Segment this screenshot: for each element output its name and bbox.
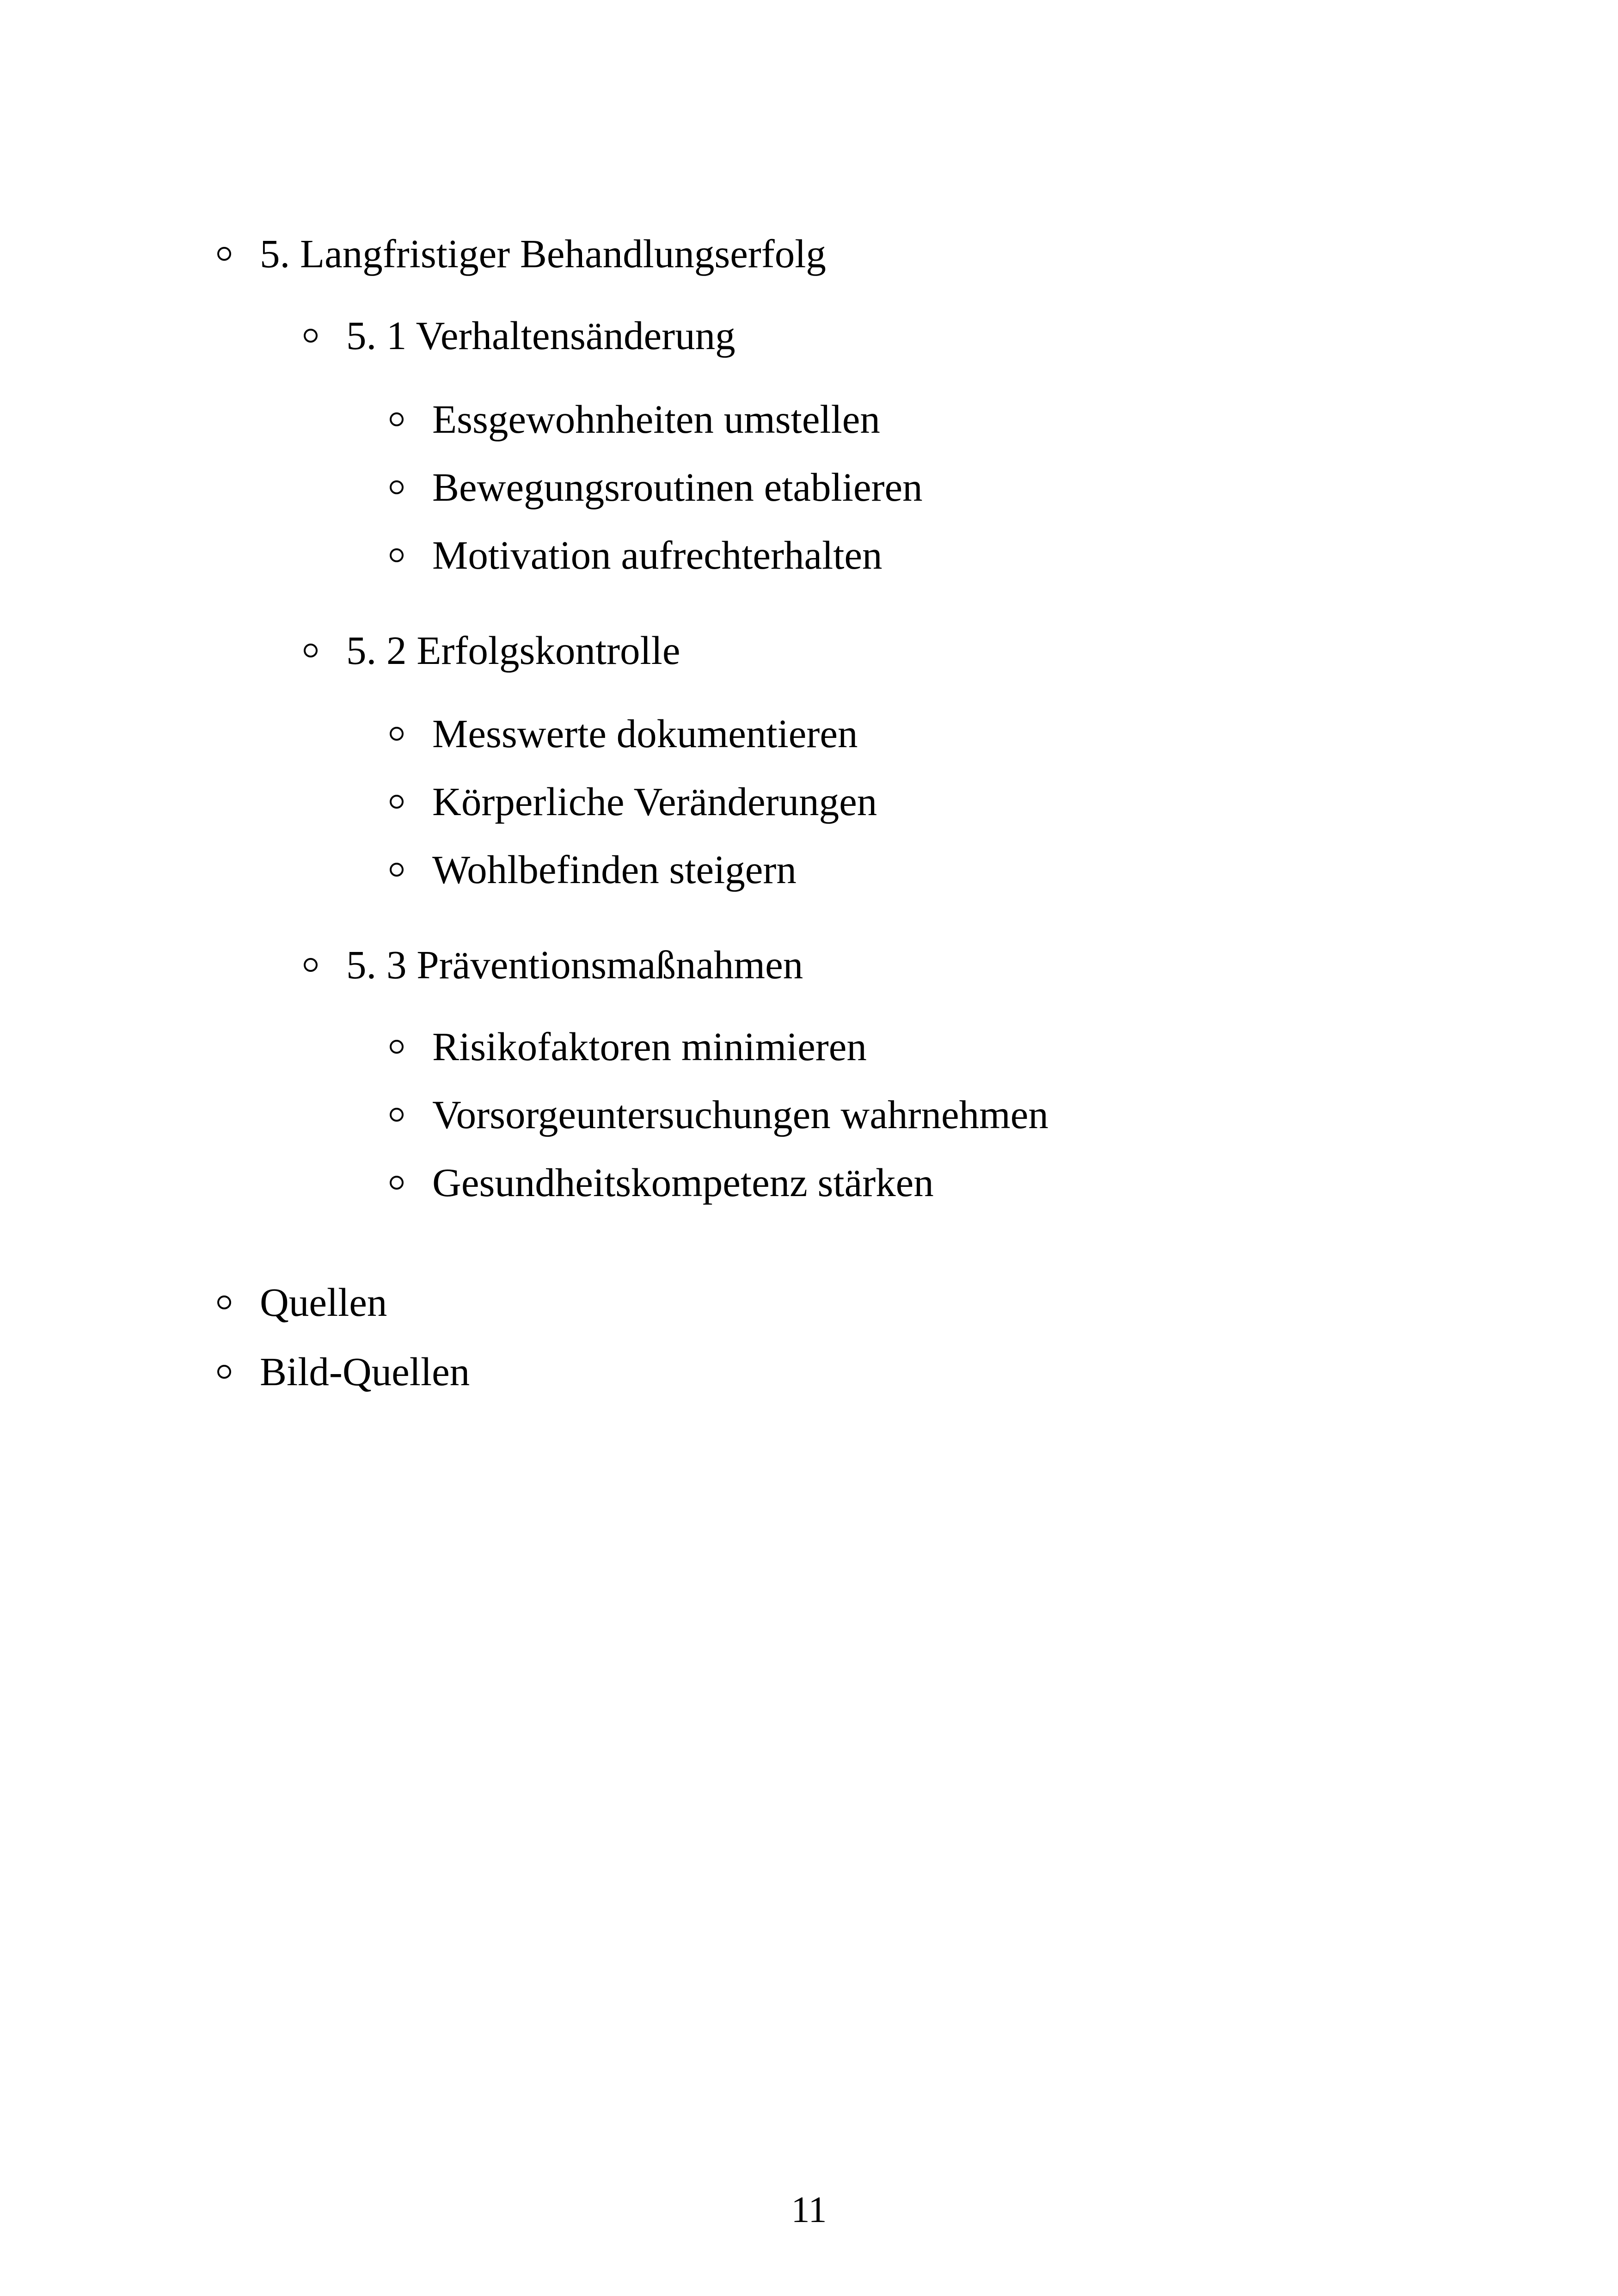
hollow-circle-icon <box>304 329 318 343</box>
hollow-circle-icon <box>304 958 318 972</box>
list-item-label: Messwerte dokumentieren <box>432 711 858 756</box>
list-item-label: 5. Langfristiger Behandlungserfolg <box>260 231 826 276</box>
hollow-circle-icon <box>217 1365 231 1379</box>
hollow-circle-icon <box>390 1040 404 1054</box>
list-item-label: Motivation aufrechterhalten <box>432 533 883 577</box>
list-item-label: Bild-Quellen <box>260 1349 470 1394</box>
list-item <box>390 535 883 575</box>
page-number: 11 <box>791 2190 827 2230</box>
hollow-circle-icon <box>390 412 404 426</box>
list-item-label: Körperliche Veränderungen <box>432 779 877 824</box>
list-item <box>390 1162 934 1203</box>
list-item-label: Risikofaktoren minimieren <box>432 1024 867 1069</box>
hollow-circle-icon <box>390 548 404 562</box>
hollow-circle-icon <box>390 1176 404 1190</box>
list-item-quellen <box>217 1280 387 1325</box>
list-item-label: 5. 3 Präventionsmaßnahmen <box>346 942 803 987</box>
list-item-subsection-5-1 <box>304 315 735 356</box>
list-item-label: Wohlbefinden steigern <box>432 847 797 892</box>
list-item <box>390 713 858 754</box>
list-item-section-5 <box>217 233 826 274</box>
hollow-circle-icon <box>390 480 404 494</box>
hollow-circle-icon <box>390 863 404 877</box>
hollow-circle-icon <box>390 795 404 809</box>
list-item-label: Vorsorgeuntersuchungen wahrnehmen <box>432 1092 1048 1137</box>
list-item <box>390 465 923 510</box>
list-item-label: Gesundheitskompetenz stärken <box>432 1160 934 1205</box>
list-item <box>390 781 877 822</box>
list-item-subsection-5-2 <box>304 628 680 673</box>
list-item <box>390 397 880 442</box>
list-item <box>390 849 797 890</box>
list-item-subsection-5-3 <box>304 942 803 987</box>
list-item-label: 5. 2 Erfolgskontrolle <box>346 628 680 673</box>
hollow-circle-icon <box>390 727 404 741</box>
list-item-label: Essgewohnheiten umstellen <box>432 397 880 442</box>
hollow-circle-icon <box>217 1295 231 1309</box>
list-item <box>390 1094 1048 1135</box>
hollow-circle-icon <box>390 1108 404 1122</box>
hollow-circle-icon <box>217 247 231 261</box>
list-item-label: Bewegungsroutinen etablieren <box>432 465 923 510</box>
list-item-label: 5. 1 Verhaltensänderung <box>346 313 735 358</box>
list-item <box>390 1026 867 1067</box>
hollow-circle-icon <box>304 644 318 657</box>
list-item-label: Quellen <box>260 1280 387 1325</box>
list-item-bild-quellen <box>217 1351 470 1392</box>
